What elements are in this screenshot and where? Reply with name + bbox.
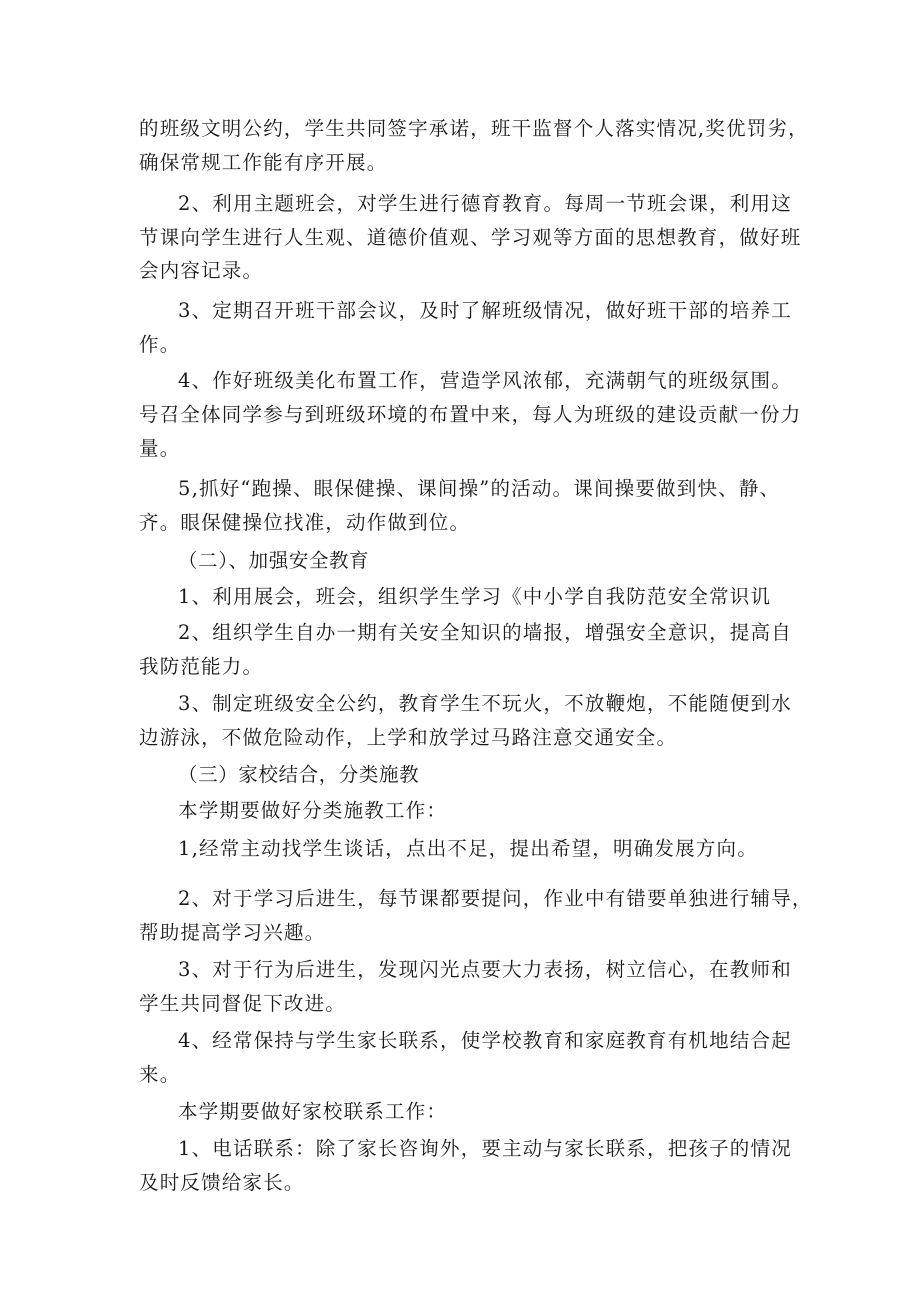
section-heading: （三）家校结合，分类施教	[178, 763, 420, 786]
text-line: 3、定期召开班干部会议，及时了解班级情况，做好班干部的培养工	[178, 299, 792, 322]
text-line: 2、对于学习后进生，每节课都要提问，作业中有错要单独进行辅导，	[178, 887, 813, 910]
text-line: 4、经常保持与学生家长联系，使学校教育和家庭教育有机地结合起	[178, 1029, 792, 1052]
text-line: 3、对于行为后进生，发现闪光点要大力表扬，树立信心，在教师和	[178, 958, 792, 981]
text-line: 的班级文明公约，学生共同签字承诺，班干监督个人落实情况,奖优罚劣，	[139, 117, 809, 140]
text-line: 会内容记录。	[139, 259, 264, 282]
text-line: 作。	[139, 333, 181, 356]
text-line: 学生共同督促下改进。	[139, 992, 347, 1015]
text-line: 确保常规工作能有序开展。	[139, 151, 388, 174]
text-line: 齐。眼保健操位找准，动作做到位。	[139, 511, 471, 534]
text-line: 2、利用主题班会，对学生进行德育教育。每周一节班会课，利用这	[178, 192, 792, 215]
text-line: 来。	[139, 1063, 181, 1086]
text-line: 1,经常主动找学生谈话，点出不足，提出希望，明确发展方向。	[178, 837, 758, 860]
text-line: 本学期要做好家校联系工作：	[178, 1100, 448, 1123]
text-line: 量。	[139, 437, 181, 460]
text-line: 1、利用展会，班会，组织学生学习《中小学自我防范安全常识讥	[178, 585, 772, 608]
text-line: 边游泳，不做危险动作，上学和放学过马路注意交通安全。	[139, 726, 678, 749]
text-line: 号召全体同学参与到班级环境的布置中来，每人为班级的建设贡献一份力	[139, 403, 802, 426]
text-line: 本学期要做好分类施教工作：	[178, 799, 448, 822]
text-line: 2、组织学生自办一期有关安全知识的墙报，增强安全意识，提高自	[178, 621, 792, 644]
text-line: 帮助提高学习兴趣。	[139, 921, 326, 944]
text-line: 及时反馈给家长。	[139, 1171, 305, 1194]
text-line: 5,抓好“跑操、眼保健操、课间操”的活动。课间操要做到快、静、	[178, 477, 781, 500]
text-line: 我防范能力。	[139, 655, 264, 678]
text-line: 节课向学生进行人生观、道德价值观、学习观等方面的思想教育，做好班	[139, 226, 802, 249]
text-line: 4、作好班级美化布置工作，营造学风浓郁，充满朝气的班级氛围。	[178, 369, 792, 392]
text-line: 1、电话联系：除了家长咨询外，要主动与家长联系，把孩子的情况	[178, 1137, 792, 1160]
section-heading: （二）、加强安全教育	[178, 549, 370, 572]
text-line: 3、制定班级安全公约，教育学生不玩火，不放鞭炮，不能随便到水	[178, 692, 792, 715]
